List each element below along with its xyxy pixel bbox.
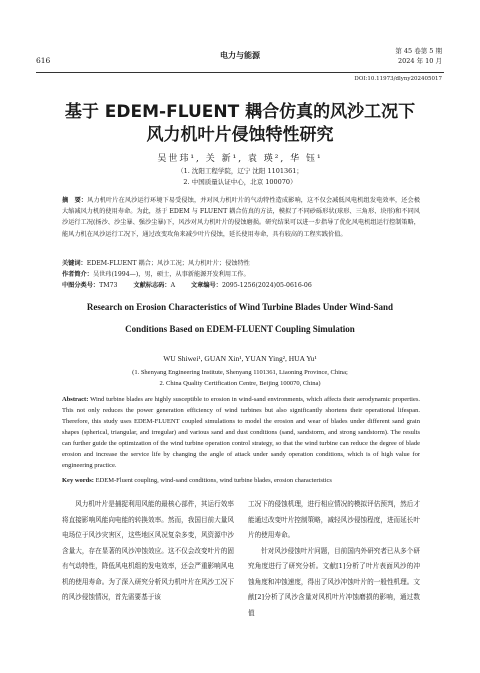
body-column-right — [248, 497, 420, 621]
author-info-text: 吴世玮(1994—)，男，硕士，从事新能源开发利用工作。 — [92, 271, 250, 279]
abstract-cn — [62, 195, 420, 240]
title-cn — [0, 101, 480, 147]
classification-line — [62, 280, 420, 291]
affiliations-cn — [0, 166, 480, 188]
article-id-label: 文章编号： — [191, 282, 222, 290]
affiliation-en-2: 2. China Quality Certification Centre, Beijing 100070, China) — [159, 380, 321, 387]
volume-line: 第 45 卷第 5 期 — [395, 47, 442, 55]
title-cn-line-2: 风力机叶片侵蚀特性研究 — [146, 125, 334, 145]
abstract-en — [62, 394, 420, 471]
authors-en: WU Shiwei¹, GUAN Xin¹, YUAN Ying², HUA Yu¹ — [163, 354, 317, 363]
keywords-en-text: EDEM-Fluent coupling, wind-sand conditions, wind turbine blades, erosion characteristics — [95, 477, 332, 484]
clc-label: 中图分类号： — [62, 282, 100, 290]
keywords-cn — [62, 258, 420, 269]
page-number: 616 — [36, 56, 51, 65]
title-en — [0, 296, 480, 340]
authors-cn: 吴世玮¹, 关 新¹, 袁 瑛², 华 钰¹ — [157, 154, 323, 164]
keywords-cn-label: 关键词： — [62, 260, 87, 267]
abstract-cn-text: 风力机叶片在风沙运行环境下易受侵蚀，并对风力机叶片的气动特性造成影响，这不仅会减低风电机组发电效率，还会极大缩减风力机的使用寿命。为此，基于 EDEM 与 FLUENT 耦合仿真的方法，模拟了不同砂砾形状(球形、三角形、块形)和不同风沙运行工况(扬沙、沙尘暴、强沙尘暴)下，风沙对风力机叶片的侵蚀磨损。研究结果可以进一步指导了优化风电机组运行控制策略，能风力机在风沙运行工况下，通过改变攻角来减少叶片侵蚀，延长使用寿命，具有较高的工程实践价值。 — [62, 197, 421, 238]
abstract-en-text: Wind turbine blades are highly susceptible to erosion in wind-sand environments, which affects their aerodynamic properties. This not only reduces the power generation efficiency of wind turbines but also significantly shortens their operational lifespan. Therefore, this study uses EDEM-FLUENT coupled simulations to model the erosion and wear of blades under different sand grain shapes (spherical, triangular, and irregular) and various sand and dust conditions (sand, sandstorm, and strong sandstorm). The results can further guide the optimization of the wind turbine operation control strategy, so that the wind turbine can reduce the degree of blade erosion and increase the service life by changing the angle of attack under sandy operation conditions, which is of high value for engineering practice. — [62, 396, 420, 469]
keywords-cn-text: EDEM-FLUENT 耦合；风沙工况；风力机叶片；侵蚀特性 — [86, 260, 250, 267]
author-info-label: 作者简介： — [62, 271, 93, 279]
affiliation-cn-1: （1. 沈阳工程学院，辽宁 沈阳 1101361； — [177, 167, 303, 175]
author-info-cn — [62, 269, 420, 280]
doi: DOI:10.11973/dlyny202405017 — [354, 76, 442, 82]
date-line: 2024 年 10 月 — [397, 57, 442, 65]
journal-name: 电力与能源 — [220, 51, 260, 60]
affiliation-cn-2: 2. 中国质量认证中心，北京 100070） — [183, 178, 297, 186]
article-id-value: 2095-1256(2024)05-0616-06 — [221, 282, 312, 290]
title-cn-line-1: 基于 EDEM-FLUENT 耦合仿真的风沙工况下 — [64, 102, 416, 122]
title-en-line-1: Research on Erosion Characteristics of Wind Turbine Blades Under Wind-Sand — [86, 302, 394, 312]
header-rule — [36, 72, 444, 73]
body-column-left — [62, 497, 234, 606]
doc-code-label: 文献标志码： — [133, 282, 171, 290]
affiliations-en — [0, 367, 480, 389]
clc-value: TM73 — [99, 282, 118, 290]
abstract-en-label: Abstract: — [62, 396, 89, 403]
body-paragraph: 风力机叶片是捕捉利用风能的最核心部件，其运行效率将直接影响风能向电能的转换效率。然而，我国目前大量风电场位于风沙灾害区，这些地区风况复杂多变，风资源中沙含量大，存在显著的风沙冲蚀效应。这不仅会改变叶片的固有气动特性，降低风电机组的发电效率，还会严重影响风电机的使用寿命。为了深入研究分析风力机叶片在风沙工况下的风沙侵蚀情况，首先需要基于该 — [62, 500, 234, 601]
title-en-line-2: Conditions Based on EDEM-FLUENT Coupling Simulation — [125, 324, 355, 334]
volume-info — [395, 46, 442, 66]
keywords-en — [62, 475, 420, 486]
body-paragraph: 针对风沙侵蚀叶片问题，目前国内外研究者已从多个研究角度进行了研究分析。文献[1]分析了叶片表面风沙的冲蚀角度和冲蚀速度，得出了风沙冲蚀叶片的一般性机理。文献[2]分析了风沙含量对风机叶片冲蚀磨损的影响，通过数值 — [248, 546, 420, 617]
meta-cn — [62, 258, 420, 292]
abstract-cn-label: 摘 要： — [62, 197, 88, 204]
keywords-en-label: Key words: — [62, 477, 94, 484]
affiliation-en-1: (1. Shenyang Engineering Institute, Shenyang 1101361, Liaoning Province, China; — [132, 369, 348, 376]
body-paragraph-continued: 工况下的侵蚀机理，进行相应情况的模拟评估预判，然后才能通过改变叶片控制策略，减轻风沙侵蚀程度，进而延长叶片的使用寿命。 — [248, 500, 420, 539]
doc-code-value: A — [170, 282, 176, 290]
